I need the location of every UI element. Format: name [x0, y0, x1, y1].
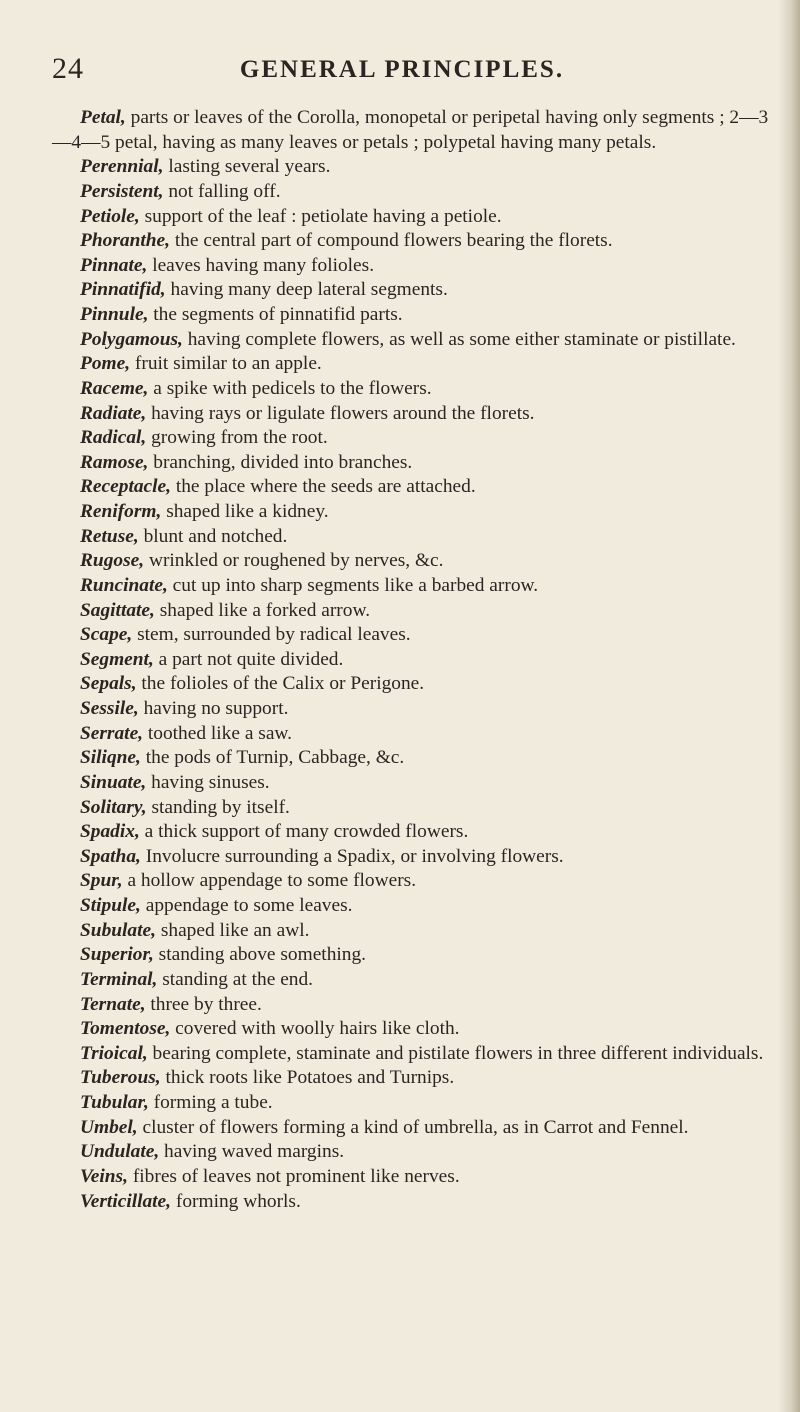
glossary-definition: a spike with pedicels to the flowers. [148, 377, 432, 399]
glossary-definition: the folioles of the Calix or Perigone. [136, 673, 425, 695]
glossary-term: Sinuate, [80, 771, 147, 793]
glossary-term: Spadix, [80, 821, 140, 843]
glossary-term: Raceme, [80, 377, 149, 399]
glossary-term: Spatha, [80, 845, 141, 867]
glossary-term: Runcinate, [80, 574, 168, 596]
glossary-term: Subulate, [80, 919, 156, 941]
glossary-entry [52, 426, 778, 451]
glossary-definition: not falling off. [163, 180, 281, 202]
glossary-entry [52, 500, 778, 525]
glossary-definition: having many deep lateral segments. [165, 279, 448, 301]
glossary-entry [52, 155, 778, 180]
glossary-entry [52, 229, 778, 254]
glossary-definition: forming a tube. [148, 1092, 273, 1113]
glossary-entry [52, 796, 778, 821]
glossary-definition: stem, surrounded by radical leaves. [132, 624, 411, 646]
glossary-definition: cut up into sharp segments like a barbed arrow. [167, 574, 539, 596]
glossary-term: Solitary, [80, 796, 147, 818]
glossary-entry [52, 254, 778, 279]
glossary-entry [52, 1190, 778, 1215]
glossary-definition: a thick support of many crowded flowers. [139, 821, 469, 843]
glossary-term: Pinnatifid, [80, 279, 166, 301]
glossary-entry [52, 820, 778, 845]
glossary-definition: three by three. [145, 993, 262, 1015]
glossary-term: Pome, [80, 353, 131, 375]
glossary-entry [52, 1140, 778, 1165]
glossary-entry [52, 451, 778, 476]
glossary-term: Persistent, [80, 180, 164, 202]
glossary-term: Polygamous, [80, 328, 183, 350]
glossary-entry [52, 993, 778, 1018]
glossary-definition: cluster of flowers forming a kind of umbrella, as in Carrot and Fennel. [137, 1116, 689, 1138]
glossary-definition: standing at the end. [157, 968, 314, 990]
glossary-definition: growing from the root. [146, 427, 328, 449]
glossary-definition: appendage to some leaves. [140, 895, 353, 916]
glossary-term: Perennial, [80, 156, 164, 178]
glossary-term: Tomentose, [80, 1018, 171, 1040]
glossary-term: Stipule, [80, 895, 141, 916]
glossary-entry [52, 943, 778, 968]
glossary-definition: having no support. [138, 698, 289, 719]
glossary-definition: wrinkled or roughened by nerves, &c. [144, 550, 444, 572]
glossary-term: Scape, [80, 624, 133, 646]
glossary-definition: the pods of Turnip, Cabbage, &c. [140, 747, 405, 769]
glossary-definition: having sinuses. [146, 771, 270, 793]
glossary-definition: support of the leaf : petiolate having a petiole. [139, 205, 502, 227]
glossary-term: Spur, [80, 870, 123, 892]
glossary-term: Siliqne, [80, 747, 141, 769]
glossary-term: Verticillate, [80, 1190, 172, 1212]
glossary-entry [52, 771, 778, 796]
glossary-term: Radical, [80, 427, 147, 449]
glossary-entry [52, 968, 778, 993]
glossary-definition: standing by itself. [146, 796, 290, 818]
glossary-term: Ramose, [80, 451, 149, 473]
glossary-term: Superior, [80, 944, 154, 966]
glossary-definition: fibres of leaves not prominent like nerves. [127, 1165, 460, 1187]
glossary-entry [52, 303, 778, 328]
glossary-entry [52, 525, 778, 550]
glossary-entry [52, 599, 778, 624]
glossary-definition: the central part of compound flowers bearing the florets. [169, 230, 613, 252]
page-edge-shadow [778, 0, 800, 1412]
glossary-term: Rugose, [80, 550, 145, 572]
glossary-entry [52, 278, 778, 303]
glossary-definition: shaped like a kidney. [161, 501, 329, 522]
glossary-term: Phoranthe, [80, 230, 170, 252]
glossary-term: Petiole, [80, 205, 140, 227]
glossary-term: Pinnule, [80, 304, 149, 325]
glossary-entry [52, 919, 778, 944]
glossary-term: Tuberous, [80, 1067, 161, 1089]
glossary-definition: forming whorls. [171, 1190, 301, 1212]
glossary-list [52, 106, 778, 1214]
page-number: 24 [52, 52, 84, 85]
glossary-entry [52, 328, 778, 353]
glossary-definition: branching, divided into branches. [148, 451, 413, 473]
glossary-term: Receptacle, [80, 476, 171, 498]
glossary-entry [52, 1116, 778, 1141]
glossary-definition: standing above something. [153, 944, 367, 966]
glossary-entry [52, 746, 778, 771]
glossary-term: Ternate, [80, 993, 146, 1015]
glossary-term: Petal, [80, 107, 126, 128]
glossary-definition: Involucre surrounding a Spadix, or involving flowers. [140, 845, 564, 867]
glossary-definition: having rays or ligulate flowers around the florets. [146, 402, 535, 424]
glossary-definition: thick roots like Potatoes and Turnips. [160, 1067, 455, 1089]
glossary-entry [52, 475, 778, 500]
glossary-term: Trioical, [80, 1042, 148, 1064]
glossary-entry [52, 722, 778, 747]
glossary-definition: a part not quite divided. [153, 648, 344, 670]
glossary-entry [52, 1091, 778, 1116]
running-title: GENERAL PRINCIPLES. [239, 56, 565, 83]
glossary-term: Radiate, [80, 402, 147, 424]
glossary-entry [52, 352, 778, 377]
glossary-entry [52, 549, 778, 574]
glossary-definition: the place where the seeds are attached. [170, 476, 476, 498]
glossary-term: Segment, [80, 648, 154, 670]
glossary-entry [52, 1066, 778, 1091]
glossary-definition: parts or leaves of the Corolla, monopetal or peripetal having only segments ; 2—3—4—5 petal, having as many leaves or petals ; polypetal having many petals. [52, 107, 769, 153]
glossary-term: Sagittate, [80, 599, 155, 621]
glossary-definition: lasting several years. [163, 156, 331, 178]
glossary-definition: bearing complete, staminate and pistilate flowers in three different individuals. [147, 1042, 764, 1064]
glossary-term: Sepals, [80, 673, 137, 695]
glossary-entry [52, 869, 778, 894]
glossary-entry [52, 377, 778, 402]
glossary-entry [52, 1017, 778, 1042]
glossary-entry [52, 180, 778, 205]
glossary-definition: leaves having many folioles. [147, 254, 375, 276]
glossary-entry [52, 894, 778, 919]
glossary-definition: shaped like an awl. [155, 919, 310, 941]
glossary-definition: shaped like a forked arrow. [154, 599, 371, 621]
glossary-definition: a hollow appendage to some flowers. [122, 870, 417, 892]
glossary-entry [52, 672, 778, 697]
glossary-entry [52, 574, 778, 599]
glossary-entry [52, 697, 778, 722]
glossary-term: Undulate, [80, 1141, 160, 1163]
glossary-definition: fruit similar to an apple. [130, 353, 322, 375]
glossary-entry [52, 106, 778, 155]
glossary-entry [52, 402, 778, 427]
glossary-entry [52, 1165, 778, 1190]
glossary-definition: covered with woolly hairs like cloth. [170, 1018, 460, 1040]
glossary-entry [52, 623, 778, 648]
glossary-definition: the segments of pinnatifid parts. [148, 304, 403, 325]
glossary-term: Tubular, [80, 1092, 149, 1113]
glossary-term: Veins, [80, 1165, 128, 1187]
glossary-entry [52, 205, 778, 230]
glossary-term: Terminal, [80, 968, 158, 990]
glossary-term: Reniform, [80, 501, 162, 522]
glossary-entry [52, 845, 778, 870]
glossary-term: Pinnate, [80, 254, 148, 276]
glossary-entry [52, 648, 778, 673]
glossary-term: Sessile, [80, 698, 139, 719]
glossary-term: Serrate, [80, 722, 144, 744]
glossary-definition: toothed like a saw. [143, 722, 293, 744]
glossary-term: Retuse, [80, 525, 139, 547]
glossary-entry [52, 1042, 778, 1067]
glossary-definition: having waved margins. [159, 1141, 345, 1163]
glossary-term: Umbel, [80, 1116, 138, 1138]
glossary-definition: blunt and notched. [138, 525, 288, 547]
page-header [52, 52, 752, 92]
glossary-definition: having complete flowers, as well as some either staminate or pistillate. [182, 328, 736, 350]
